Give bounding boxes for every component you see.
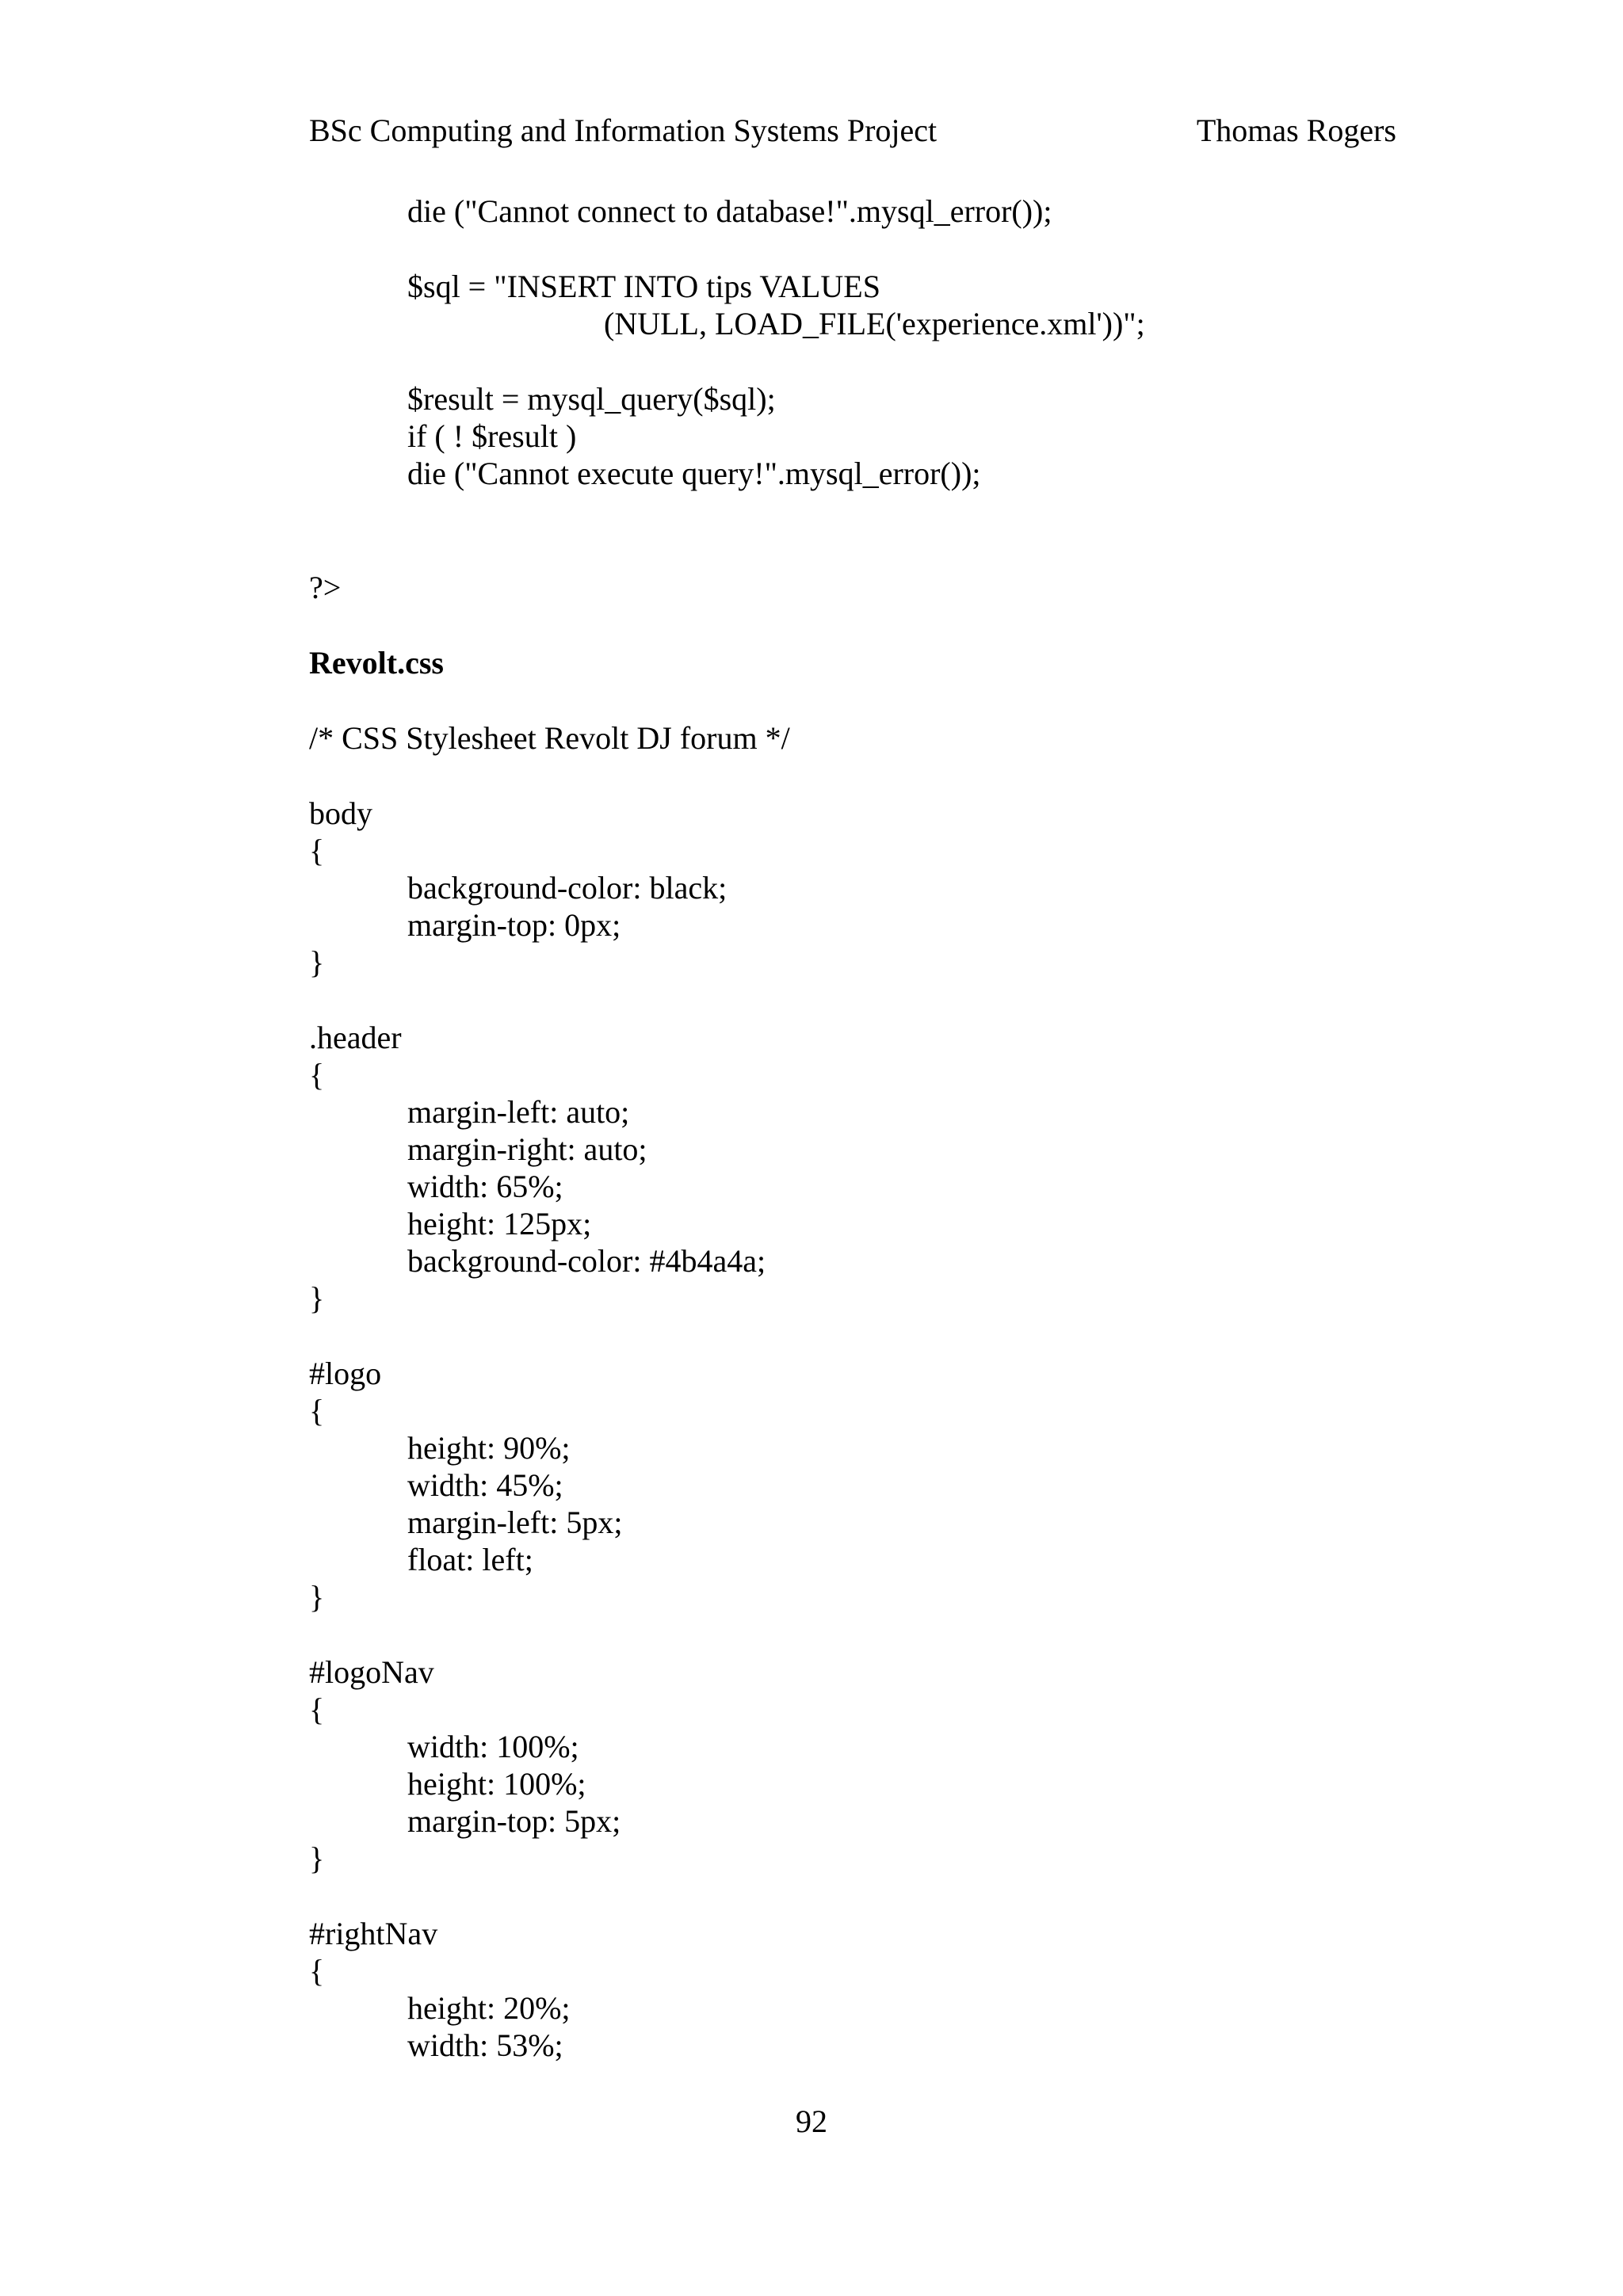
- page-number: 92: [796, 2103, 827, 2139]
- running-header-title: BSc Computing and Information Systems Project: [309, 113, 938, 148]
- code-line: die ("Cannot connect to database!".mysql_error());: [407, 193, 1052, 229]
- code-line: height: 100%;: [407, 1766, 586, 1802]
- code-line: margin-top: 5px;: [407, 1803, 621, 1839]
- code-line: $result = mysql_query($sql);: [407, 381, 776, 417]
- code-line: margin-left: 5px;: [407, 1505, 623, 1540]
- code-line: $sql = "INSERT INTO tips VALUES: [407, 269, 880, 304]
- section-heading: Revolt.css: [309, 645, 444, 681]
- code-line: #logoNav: [309, 1654, 434, 1690]
- code-line: #rightNav: [309, 1916, 438, 1951]
- code-line: background-color: black;: [407, 870, 727, 906]
- code-line: #logo: [309, 1356, 382, 1391]
- code-line: }: [309, 1840, 325, 1876]
- code-line: width: 53%;: [407, 2027, 563, 2063]
- code-line: {: [309, 1953, 325, 1989]
- code-line: {: [309, 1057, 325, 1093]
- code-line: }: [309, 944, 325, 980]
- code-line: height: 20%;: [407, 1990, 571, 2026]
- code-line: (NULL, LOAD_FILE('experience.xml'))";: [604, 306, 1145, 341]
- code-line: {: [309, 1691, 325, 1727]
- code-line: if ( ! $result ): [407, 418, 577, 454]
- code-line: body: [309, 795, 372, 831]
- code-line: width: 45%;: [407, 1467, 563, 1503]
- code-line: {: [309, 1393, 325, 1428]
- code-line: }: [309, 1280, 325, 1316]
- code-line: margin-right: auto;: [407, 1131, 647, 1167]
- code-line: ?>: [309, 570, 342, 605]
- code-comment: /* CSS Stylesheet Revolt DJ forum */: [309, 720, 790, 756]
- code-line: margin-top: 0px;: [407, 907, 621, 943]
- code-line: }: [309, 1579, 325, 1615]
- code-line: height: 125px;: [407, 1206, 592, 1241]
- code-line: margin-left: auto;: [407, 1094, 630, 1130]
- code-line: width: 65%;: [407, 1169, 563, 1204]
- code-line: width: 100%;: [407, 1729, 579, 1764]
- code-line: float: left;: [407, 1542, 533, 1577]
- code-line: background-color: #4b4a4a;: [407, 1243, 766, 1279]
- code-line: height: 90%;: [407, 1430, 571, 1466]
- running-header-author: Thomas Rogers: [1196, 113, 1396, 148]
- code-line: die ("Cannot execute query!".mysql_error());: [407, 456, 981, 491]
- code-line: .header: [309, 1020, 402, 1055]
- code-line: {: [309, 833, 325, 868]
